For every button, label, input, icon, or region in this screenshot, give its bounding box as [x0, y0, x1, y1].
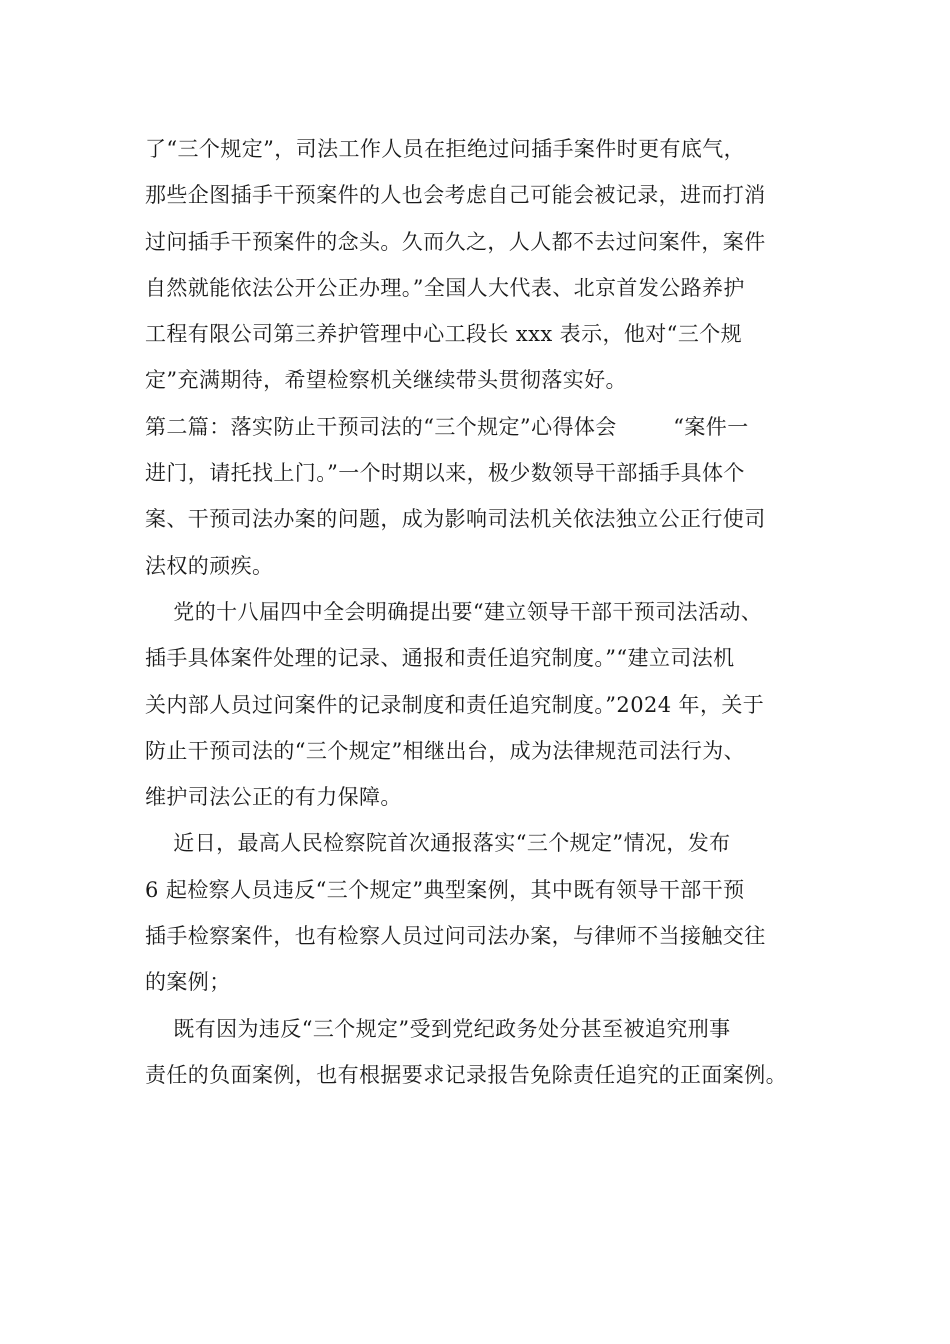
text-line-16: 近日，最高人民检察院首次通报落实“三个规定”情况，发布: [145, 831, 731, 856]
text-line-2: 那些企图插手干预案件的人也会考虑自己可能会被记录，进而打消: [145, 183, 766, 208]
text-line-14: 防止干预司法的“三个规定”相继出台，成为法律规范司法行为、: [145, 738, 746, 763]
text-line-1: 了“三个规定”，司法工作人员在拒绝过问插手案件时更有底气，: [145, 137, 746, 161]
text-line-20: 既有因为违反“三个规定”受到党纪政务处分甚至被追究刑事: [145, 1016, 731, 1041]
text-line-6: 定”充满期待，希望检察机关继续带头贯彻落实好。: [145, 368, 627, 393]
text-line-4: 自然就能依法公开公正办理。”全国人大代表、北京首发公路养护: [145, 275, 745, 300]
text-line-3: 过问插手干预案件的念头。久而久之，人人都不去过问案件，案件: [145, 229, 766, 254]
text-line-18: 插手检察案件，也有检察人员过问司法办案，与律师不当接触交往: [145, 924, 766, 949]
text-line-13: 关内部人员过问案件的记录制度和责任追究制度。”2024 年，关于: [145, 692, 765, 717]
section-title-line: 第二篇：落实防止干预司法的“三个规定”心得体会 “案件一: [145, 414, 749, 439]
text-line-19: 的案例；: [145, 970, 231, 995]
text-line-17: 6 起检察人员违反“三个规定”典型案例，其中既有领导干部干预: [145, 877, 745, 902]
text-line-11: 党的十八届四中全会明确提出要“建立领导干部干预司法活动、: [145, 599, 763, 624]
text-line-5: 工程有限公司第三养护管理中心工段长 xxx 表示，他对“三个规: [145, 322, 743, 347]
text-line-10: 法权的顽疾。: [145, 553, 274, 578]
text-line-9: 案、干预司法办案的问题，成为影响司法机关依法独立公正行使司: [145, 507, 766, 532]
body-text: [145, 126, 825, 1098]
text-line-15: 维护司法公正的有力保障。: [145, 785, 402, 810]
text-line-8: 进门，请托找上门。”一个时期以来，极少数领导干部插手具体个: [145, 461, 745, 486]
text-line-12: 插手具体案件处理的记录、通报和责任追究制度。”“建立司法机: [145, 646, 735, 671]
text-line-21: 责任的负面案例，也有根据要求记录报告免除责任追究的正面案例。: [145, 1062, 787, 1087]
